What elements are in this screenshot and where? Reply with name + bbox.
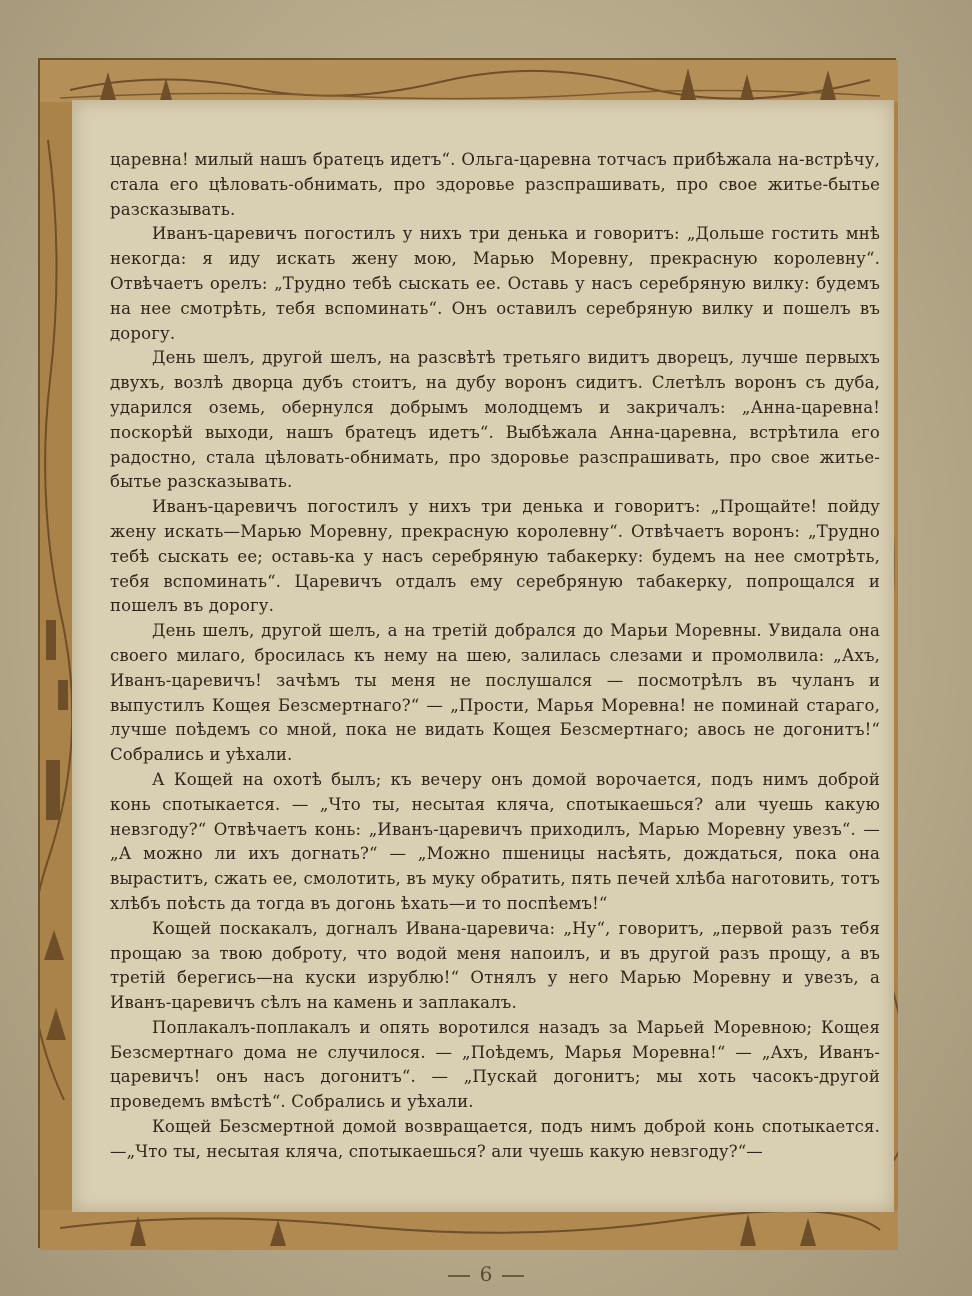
paragraph: День шелъ, другой шелъ, а на третій добрался до Марьи Моревны. Увидала она своего милаго, бросилась къ нему на шею, залилась слезами и промолвила: „Ахъ, Иванъ-царевичъ! зачѣмъ ты меня не послушался — посмотрѣлъ въ чуланъ и выпустилъ Кощея Безсмертнаго?“ — „Прости, Марья Моревна! не поминай стараго, лучше поѣдемъ со мной, пока не видать Кощея Безсмертнаго; авось не догонитъ!“ Собрались и уѣхали. xyxy=(110,621,880,765)
paragraph: Кощей поскакалъ, догналъ Ивана-царевича: „Ну“, говоритъ, „первой разъ тебя прощаю за твою доброту, что водой меня напоилъ, и въ другой разъ прощу, а въ третій берегись—на куски изрублю!“ Отнялъ у него Марью Моревну и увезъ, а Иванъ-царевичъ сѣлъ на камень и заплакалъ. xyxy=(110,918,880,1013)
dash-left xyxy=(448,1275,470,1277)
paragraph: А Кощей на охотѣ былъ; къ вечеру онъ домой ворочается, подъ нимъ доброй конь спотыкается. — „Что ты, несытая кляча, спотыкаешься? али чуешь какую невзгоду?“ Отвѣчаетъ конь: „Иванъ-царевичъ приходилъ, Марью Моревну увезъ“. — „А можно ли ихъ догнать?“ — „Можно пшеницы насѣять, дождаться, пока она выраститъ, сжать ее, смолотить, въ муку обратить, пять печей хлѣба наготовить, тотъ хлѣбъ поѣсть да тогда въ догонь ѣхать—и то поспѣемъ!“ xyxy=(110,769,880,913)
paragraph: Иванъ-царевичъ погостилъ у нихъ три денька и говоритъ: „Дольше гостить мнѣ некогда: я иду искать жену мою, Марью Моревну, прекрасную королевну“. Отвѣчаетъ орелъ: „Трудно тебѣ сыскать ее. Оставь у насъ серебряную вилку: будемъ на нее смотрѣть, тебя вспоминать“. Онъ оставилъ серебряную вилку и пошелъ въ дорогу. xyxy=(110,224,880,343)
page-number xyxy=(0,1262,972,1286)
paragraph: Иванъ-царевичъ погостилъ у нихъ три денька и говоритъ: „Прощайте! пойду жену искать—Марью Моревну, прекрасную королевну“. Отвѣчаетъ воронъ: „Трудно тебѣ сыскать ее; оставь-ка у насъ серебряную табакерку: будемъ на нее смотрѣть, тебя вспоминать“. Царевичъ отдалъ ему серебряную табакерку, попрощался и пошелъ въ дорогу. xyxy=(110,497,880,616)
paragraph: царевна! милый нашъ братецъ идетъ“. Ольга-царевна тотчасъ прибѣжала на-встрѣчу, стала его цѣловать-обнимать, про здоровье разспрашивать, про свое житье-бытье разсказывать. xyxy=(110,150,880,219)
paragraph: Поплакалъ-поплакалъ и опять воротился назадъ за Марьей Моревною; Кощея Безсмертнаго дома не случилося. — „Поѣдемъ, Марья Моревна!“ — „Ахъ, Иванъ-царевичъ! онъ насъ догонитъ“. — „Пускай догонитъ; мы хоть часокъ-другой проведемъ вмѣстѣ“. Собрались и уѣхали. xyxy=(110,1017,880,1112)
paragraph: Кощей Безсмертной домой возвращается, подъ нимъ доброй конь спотыкается.—„Что ты, несытая кляча, спотыкаешься? али чуешь какую невзгоду?“— xyxy=(110,1117,880,1161)
page-number-value: 6 xyxy=(479,1262,493,1286)
dash-right xyxy=(502,1275,524,1277)
story-text xyxy=(110,148,880,1165)
paragraph: День шелъ, другой шелъ, на разсвѣтѣ третьяго видитъ дворецъ, лучше первыхъ двухъ, возлѣ дворца дубъ стоитъ, на дубу воронъ сидитъ. Слетѣлъ воронъ съ дуба, ударился оземь, обернулся добрымъ молодцемъ и закричалъ: „Анна-царевна! поскорѣй выходи, нашъ братецъ идетъ“. Выбѣжала Анна-царевна, встрѣтила его радостно, стала цѣловать-обнимать, про здоровье разспрашивать, про свое житье-бытье разсказывать. xyxy=(110,348,880,492)
